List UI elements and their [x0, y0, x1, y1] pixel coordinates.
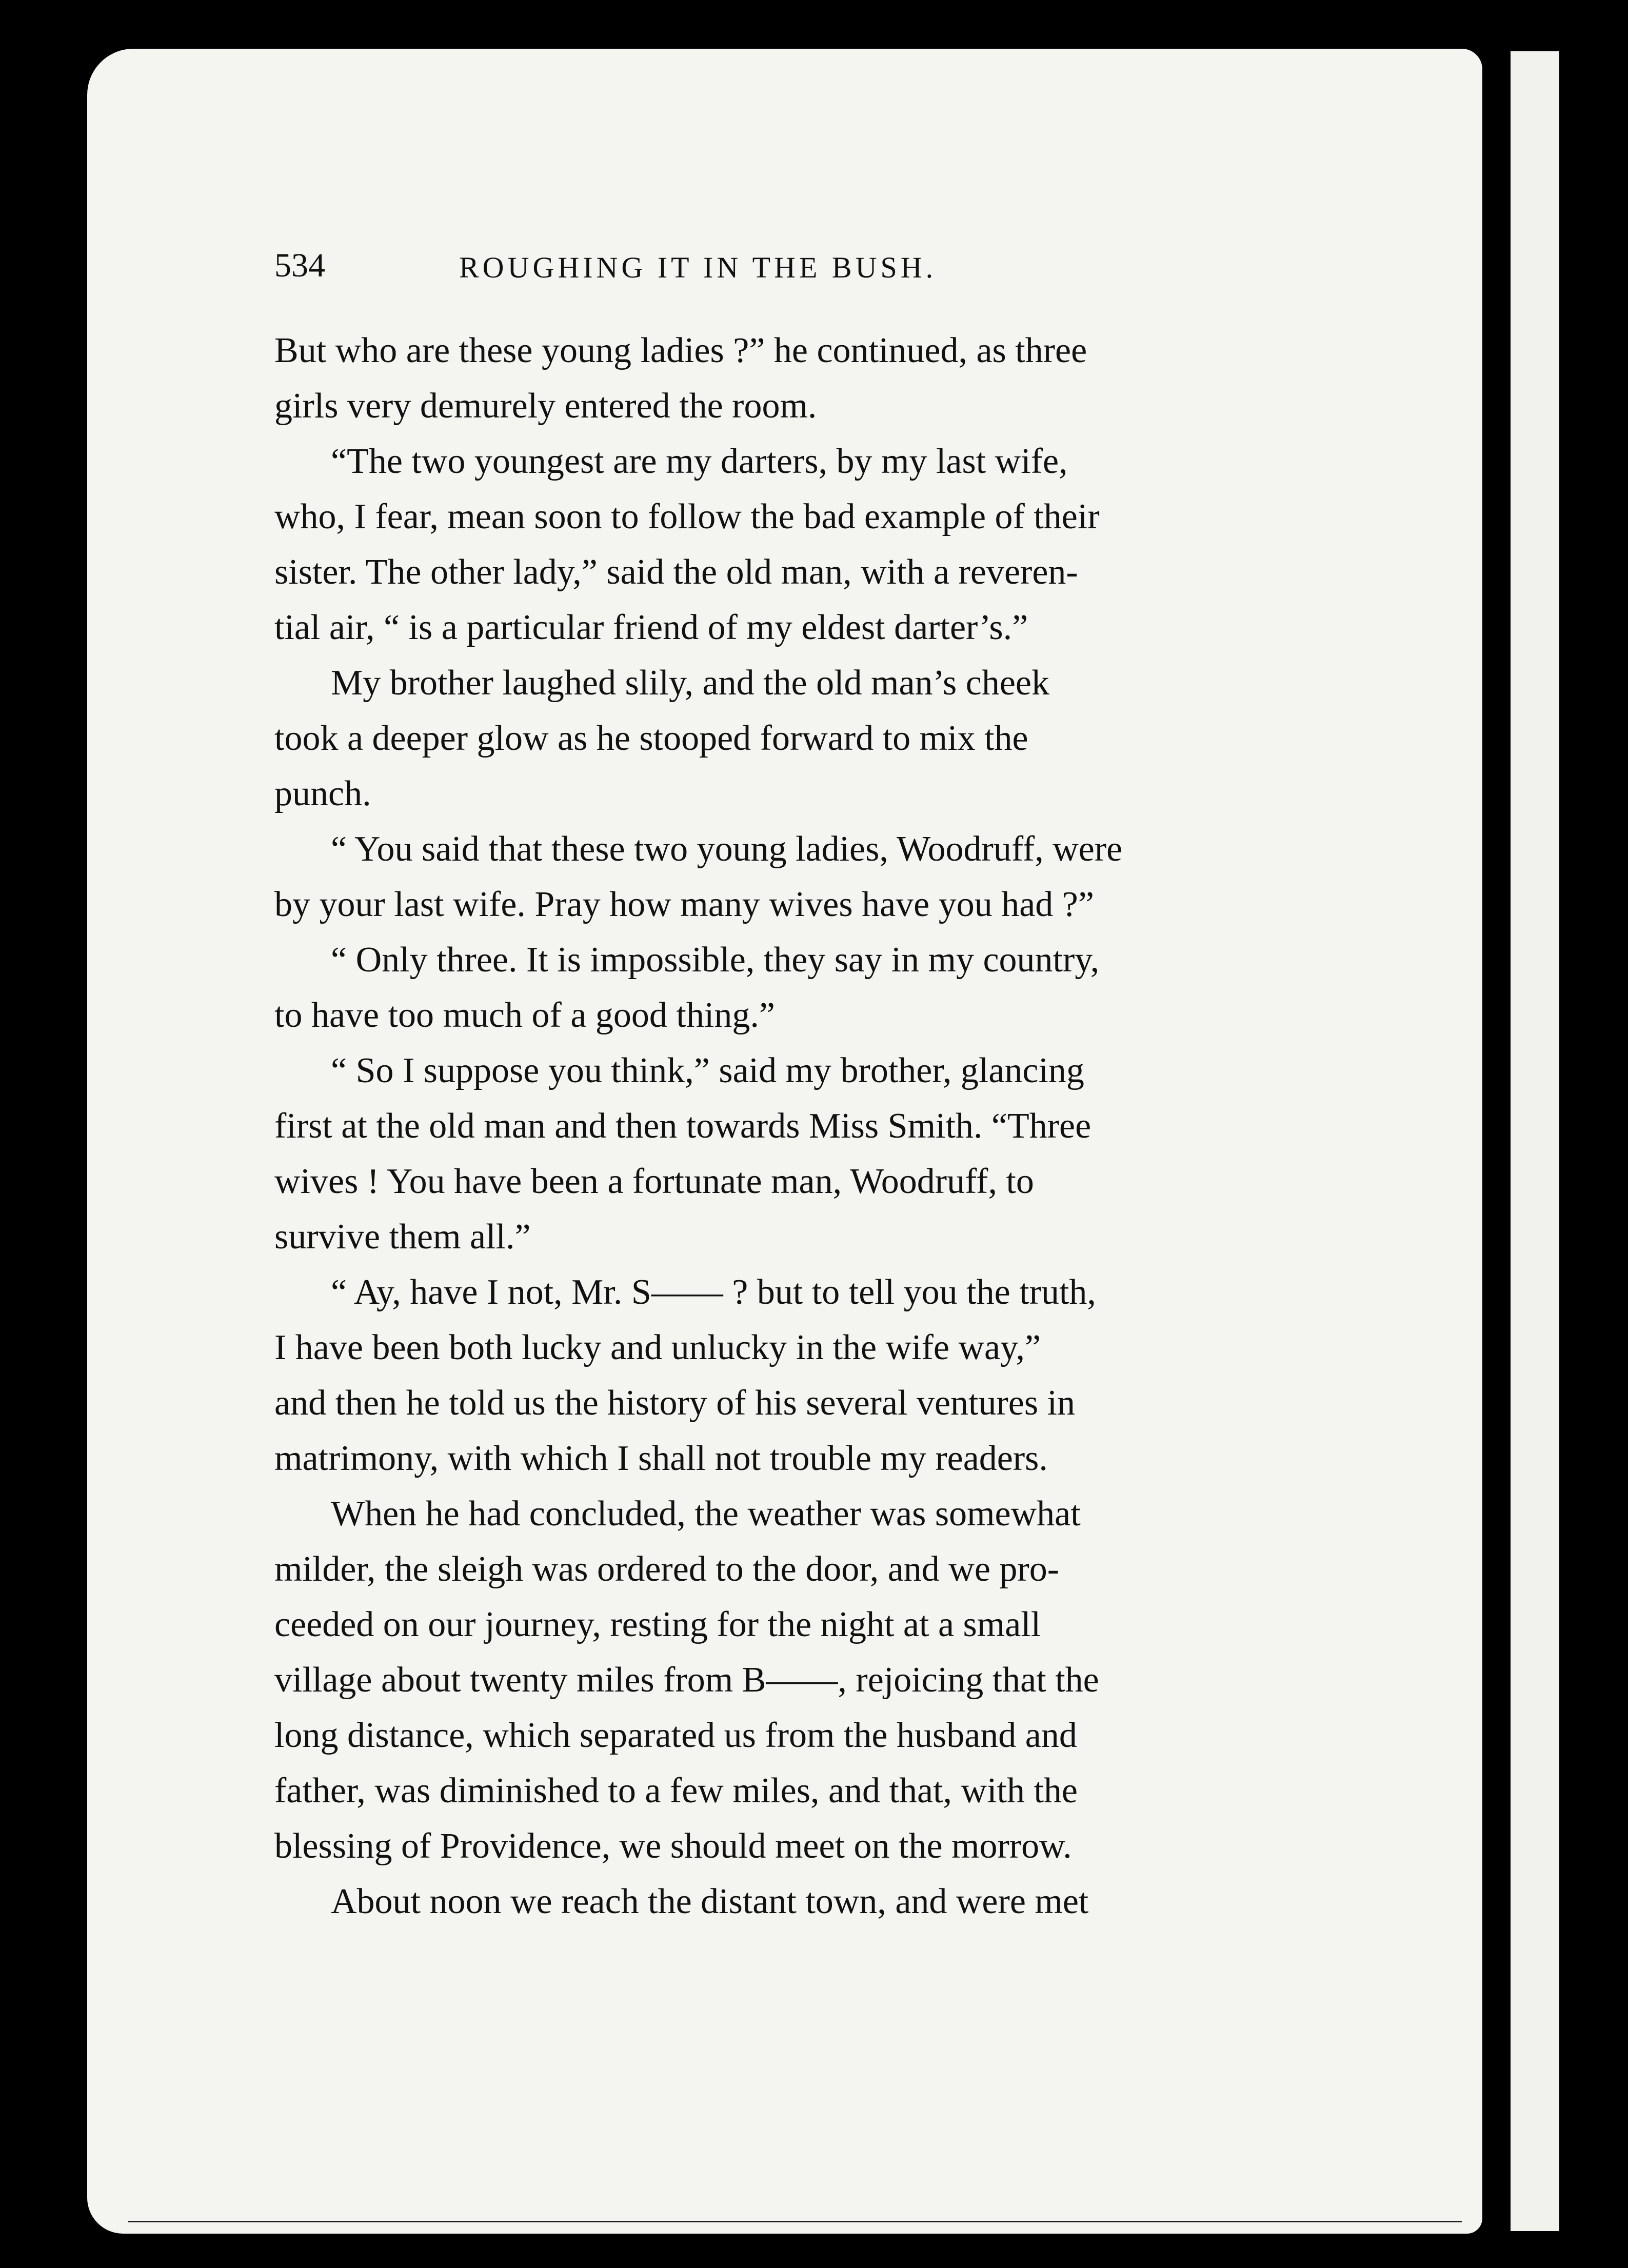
adjacent-page-strip: [1511, 51, 1559, 2231]
text-line: “ Only three. It is impossible, they say in my country,: [331, 940, 1100, 980]
body-text: [274, 323, 1377, 1929]
page-header: [274, 246, 1403, 303]
text-line: girls very demurely entered the room.: [274, 386, 817, 426]
text-line: ceeded on our journey, resting for the night at a small: [274, 1605, 1041, 1644]
text-line: When he had concluded, the weather was somewhat: [331, 1494, 1081, 1534]
page-edge-shadow: [1490, 49, 1502, 2234]
text-line: “ So I suppose you think,” said my brother, glancing: [331, 1051, 1084, 1090]
text-line: My brother laughed slily, and the old man’s cheek: [331, 663, 1049, 703]
text-line: took a deeper glow as he stooped forward to mix the: [274, 719, 1028, 758]
text-line: “ You said that these two young ladies, Woodruff, were: [331, 829, 1123, 869]
page-bottom-rule: [128, 2221, 1462, 2222]
text-line: who, I fear, mean soon to follow the bad example of their: [274, 497, 1100, 536]
text-line: punch.: [274, 774, 371, 813]
text-line: blessing of Providence, we should meet on the morrow.: [274, 1826, 1072, 1866]
text-line: long distance, which separated us from the husband and: [274, 1716, 1077, 1755]
running-title: ROUGHING IT IN THE BUSH.: [459, 251, 937, 284]
text-line: sister. The other lady,” said the old man, with a reveren-: [274, 552, 1078, 592]
text-line: father, was diminished to a few miles, and that, with the: [274, 1771, 1078, 1811]
text-line: by your last wife. Pray how many wives have you had ?”: [274, 885, 1094, 924]
text-line: and then he told us the history of his several ventures in: [274, 1383, 1076, 1423]
text-line: matrimony, with which I shall not trouble my readers.: [274, 1439, 1048, 1478]
text-line: milder, the sleigh was ordered to the door, and we pro-: [274, 1549, 1060, 1589]
text-line: survive them all.”: [274, 1217, 531, 1257]
text-line: village about twenty miles from B——, rejoicing that the: [274, 1660, 1099, 1700]
text-line: wives ! You have been a fortunate man, Woodruff, to: [274, 1162, 1034, 1201]
text-line: About noon we reach the distant town, and were met: [331, 1882, 1089, 1921]
text-line: “ Ay, have I not, Mr. S—— ? but to tell you the truth,: [331, 1272, 1096, 1312]
text-line: to have too much of a good thing.”: [274, 996, 775, 1035]
text-line: I have been both lucky and unlucky in the wife way,”: [274, 1328, 1041, 1367]
text-line: first at the old man and then towards Miss Smith. “Three: [274, 1106, 1091, 1146]
text-line: tial air, “ is a particular friend of my eldest darter’s.”: [274, 608, 1028, 647]
text-line: “The two youngest are my darters, by my last wife,: [331, 442, 1068, 481]
text-line: But who are these young ladies ?” he continued, as three: [274, 331, 1087, 370]
page-number: 534: [274, 247, 325, 284]
